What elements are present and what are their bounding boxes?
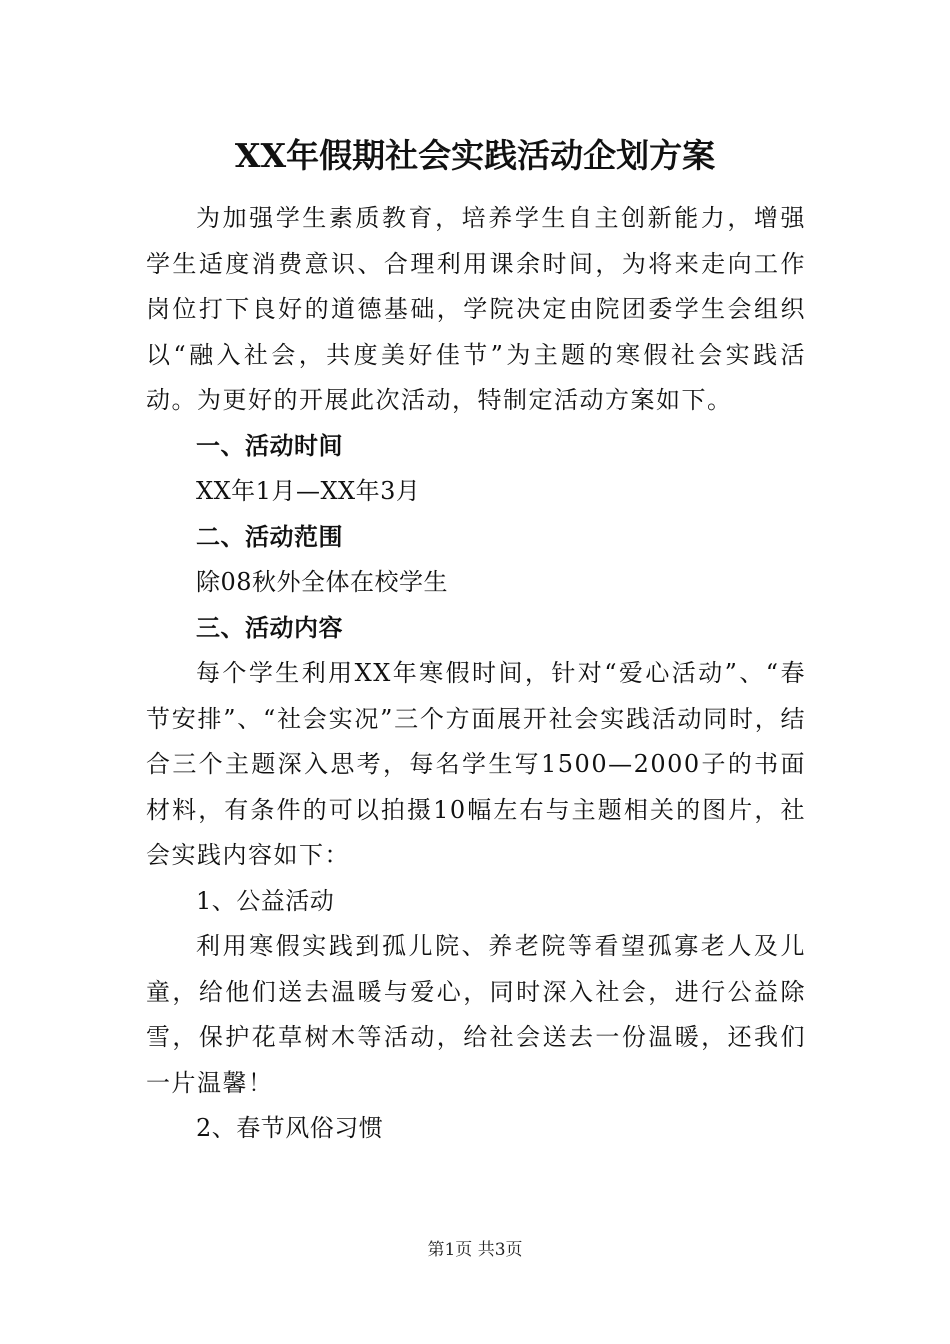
public-welfare-paragraph: 利用寒假实践到孤儿院、养老院等看望孤寡老人及儿童，给他们送去温暖与爱心，同时深入社会，进行公益除雪，保护花草树木等活动，给社会送去一份温暖，还我们一片温馨！ bbox=[146, 932, 806, 1097]
activity-content-paragraph: 每个学生利用XX年寒假时间，针对“爱心活动”、“春节安排”、“社会实况”三个方面展开社会实践活动同时，结合三个主题深入思考，每名学生写1500—2000子的书面材料，有条件的可以拍摄10幅左右与主题相关的图片，社会实践内容如下： bbox=[146, 659, 806, 869]
page-footer: 第1页 共3页 bbox=[427, 1240, 523, 1260]
section-heading-time: 一、活动时间 bbox=[196, 431, 343, 460]
activity-time-text: XX年1月—XX年3月 bbox=[196, 477, 421, 505]
section-heading-scope: 二、活动范围 bbox=[196, 522, 343, 551]
activity-scope-text: 除08秋外全体在校学生 bbox=[196, 568, 449, 596]
document-body bbox=[146, 196, 806, 1152]
section-heading-content: 三、活动内容 bbox=[196, 613, 343, 642]
subheading-spring-festival: 2、春节风俗习惯 bbox=[196, 1114, 384, 1142]
subheading-public-welfare: 1、公益活动 bbox=[196, 886, 335, 915]
intro-paragraph: 为加强学生素质教育，培养学生自主创新能力，增强学生适度消费意识、合理利用课余时间，为将来走向工作岗位打下良好的道德基础，学院决定由院团委学生会组织以“融入社会，共度美好佳节”为主题的寒假社会实践活动。为更好的开展此次活动，特制定活动方案如下。 bbox=[146, 204, 806, 414]
document-title: XX年假期社会实践活动企划方案 bbox=[234, 136, 716, 175]
